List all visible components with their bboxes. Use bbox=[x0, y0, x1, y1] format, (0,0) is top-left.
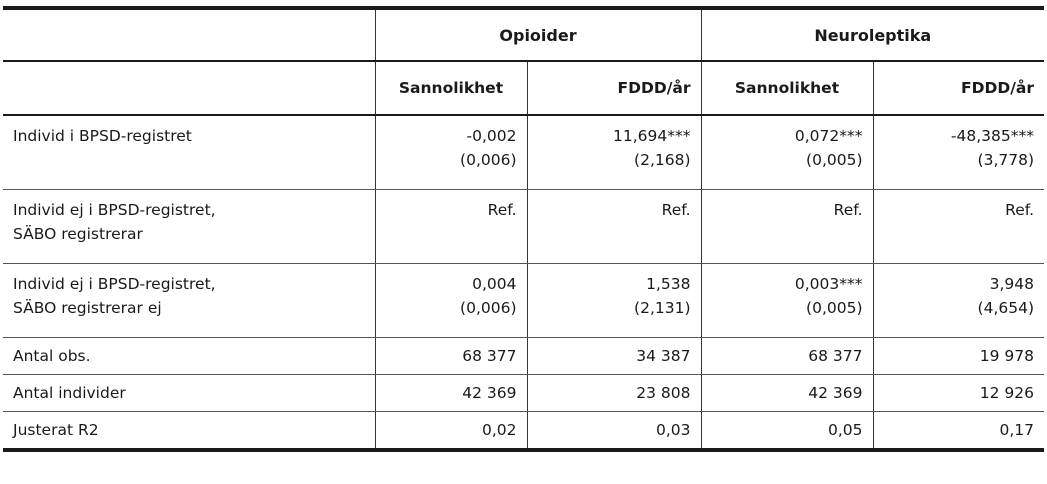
row-label bbox=[3, 115, 375, 190]
cell-std-error: (0,005) bbox=[806, 299, 863, 317]
table-cell: 68 377 bbox=[375, 338, 527, 375]
sub-header-row bbox=[3, 61, 1044, 115]
table-cell: 0,17 bbox=[873, 412, 1044, 451]
row-label-line: Individ ej i BPSD-registret, bbox=[13, 275, 216, 293]
cell-estimate: -48,385*** bbox=[950, 127, 1034, 145]
cell-estimate: 0,004 bbox=[472, 275, 517, 293]
cell-std-error: (3,778) bbox=[977, 151, 1034, 169]
table-cell bbox=[527, 264, 701, 338]
cell-std-error: (0,006) bbox=[460, 151, 517, 169]
sub-header-opioider-sannolikhet: Sannolikhet bbox=[375, 61, 527, 115]
group-header-row bbox=[3, 8, 1044, 61]
group-header-neuroleptika: Neuroleptika bbox=[701, 8, 1044, 61]
cell-reference: Ref. bbox=[661, 201, 691, 219]
cell-std-error: (0,006) bbox=[460, 299, 517, 317]
cell-reference: Ref. bbox=[487, 201, 517, 219]
table-cell bbox=[873, 190, 1044, 264]
row-label-line: Antal individer bbox=[13, 384, 126, 402]
row-label bbox=[3, 412, 375, 451]
cell-estimate: 1,538 bbox=[646, 275, 691, 293]
table-cell: 0,03 bbox=[527, 412, 701, 451]
table-cell bbox=[701, 190, 873, 264]
cell-reference: Ref. bbox=[833, 201, 863, 219]
cell-std-error: (0,005) bbox=[806, 151, 863, 169]
table-cell bbox=[375, 264, 527, 338]
cell-std-error: (2,131) bbox=[634, 299, 691, 317]
cell-estimate: 0,072*** bbox=[794, 127, 863, 145]
row-label bbox=[3, 375, 375, 412]
cell-std-error: (4,654) bbox=[977, 299, 1034, 317]
sub-header-neuroleptika-sannolikhet: Sannolikhet bbox=[701, 61, 873, 115]
row-label-line: SÄBO registrerar bbox=[13, 225, 143, 243]
table-row bbox=[3, 375, 1044, 412]
sub-header-blank-cell bbox=[3, 61, 375, 115]
row-label bbox=[3, 264, 375, 338]
cell-std-error: (2,168) bbox=[634, 151, 691, 169]
sub-header-neuroleptika-fddd: FDDD/år bbox=[873, 61, 1044, 115]
table-cell: 42 369 bbox=[701, 375, 873, 412]
table-cell bbox=[701, 264, 873, 338]
table-row bbox=[3, 338, 1044, 375]
cell-estimate: 3,948 bbox=[989, 275, 1034, 293]
table-row bbox=[3, 115, 1044, 190]
row-label-line: SÄBO registrerar ej bbox=[13, 299, 162, 317]
row-label bbox=[3, 190, 375, 264]
table-cell bbox=[527, 115, 701, 190]
row-label-line: Justerat R2 bbox=[13, 421, 99, 439]
table-cell bbox=[375, 190, 527, 264]
header-blank-cell bbox=[3, 8, 375, 61]
table-cell bbox=[873, 115, 1044, 190]
table-cell: 68 377 bbox=[701, 338, 873, 375]
cell-estimate: 0,003*** bbox=[794, 275, 863, 293]
row-label-line: Antal obs. bbox=[13, 347, 91, 365]
table-cell: 23 808 bbox=[527, 375, 701, 412]
table-cell: 0,05 bbox=[701, 412, 873, 451]
group-header-opioider: Opioider bbox=[375, 8, 701, 61]
regression-results-table bbox=[3, 6, 1044, 452]
table-row bbox=[3, 264, 1044, 338]
table-cell bbox=[701, 115, 873, 190]
table-cell: 0,02 bbox=[375, 412, 527, 451]
table-cell: 42 369 bbox=[375, 375, 527, 412]
cell-estimate: -0,002 bbox=[466, 127, 517, 145]
row-label bbox=[3, 338, 375, 375]
cell-estimate: 11,694*** bbox=[613, 127, 691, 145]
cell-reference: Ref. bbox=[1005, 201, 1034, 219]
table-cell bbox=[527, 190, 701, 264]
table-cell bbox=[375, 115, 527, 190]
row-label-line: Individ i BPSD-registret bbox=[13, 127, 192, 145]
row-label-line: Individ ej i BPSD-registret, bbox=[13, 201, 216, 219]
table-cell: 34 387 bbox=[527, 338, 701, 375]
table-row bbox=[3, 412, 1044, 451]
table-cell bbox=[873, 264, 1044, 338]
table-row bbox=[3, 190, 1044, 264]
table-cell: 19 978 bbox=[873, 338, 1044, 375]
table-cell: 12 926 bbox=[873, 375, 1044, 412]
sub-header-opioider-fddd: FDDD/år bbox=[527, 61, 701, 115]
